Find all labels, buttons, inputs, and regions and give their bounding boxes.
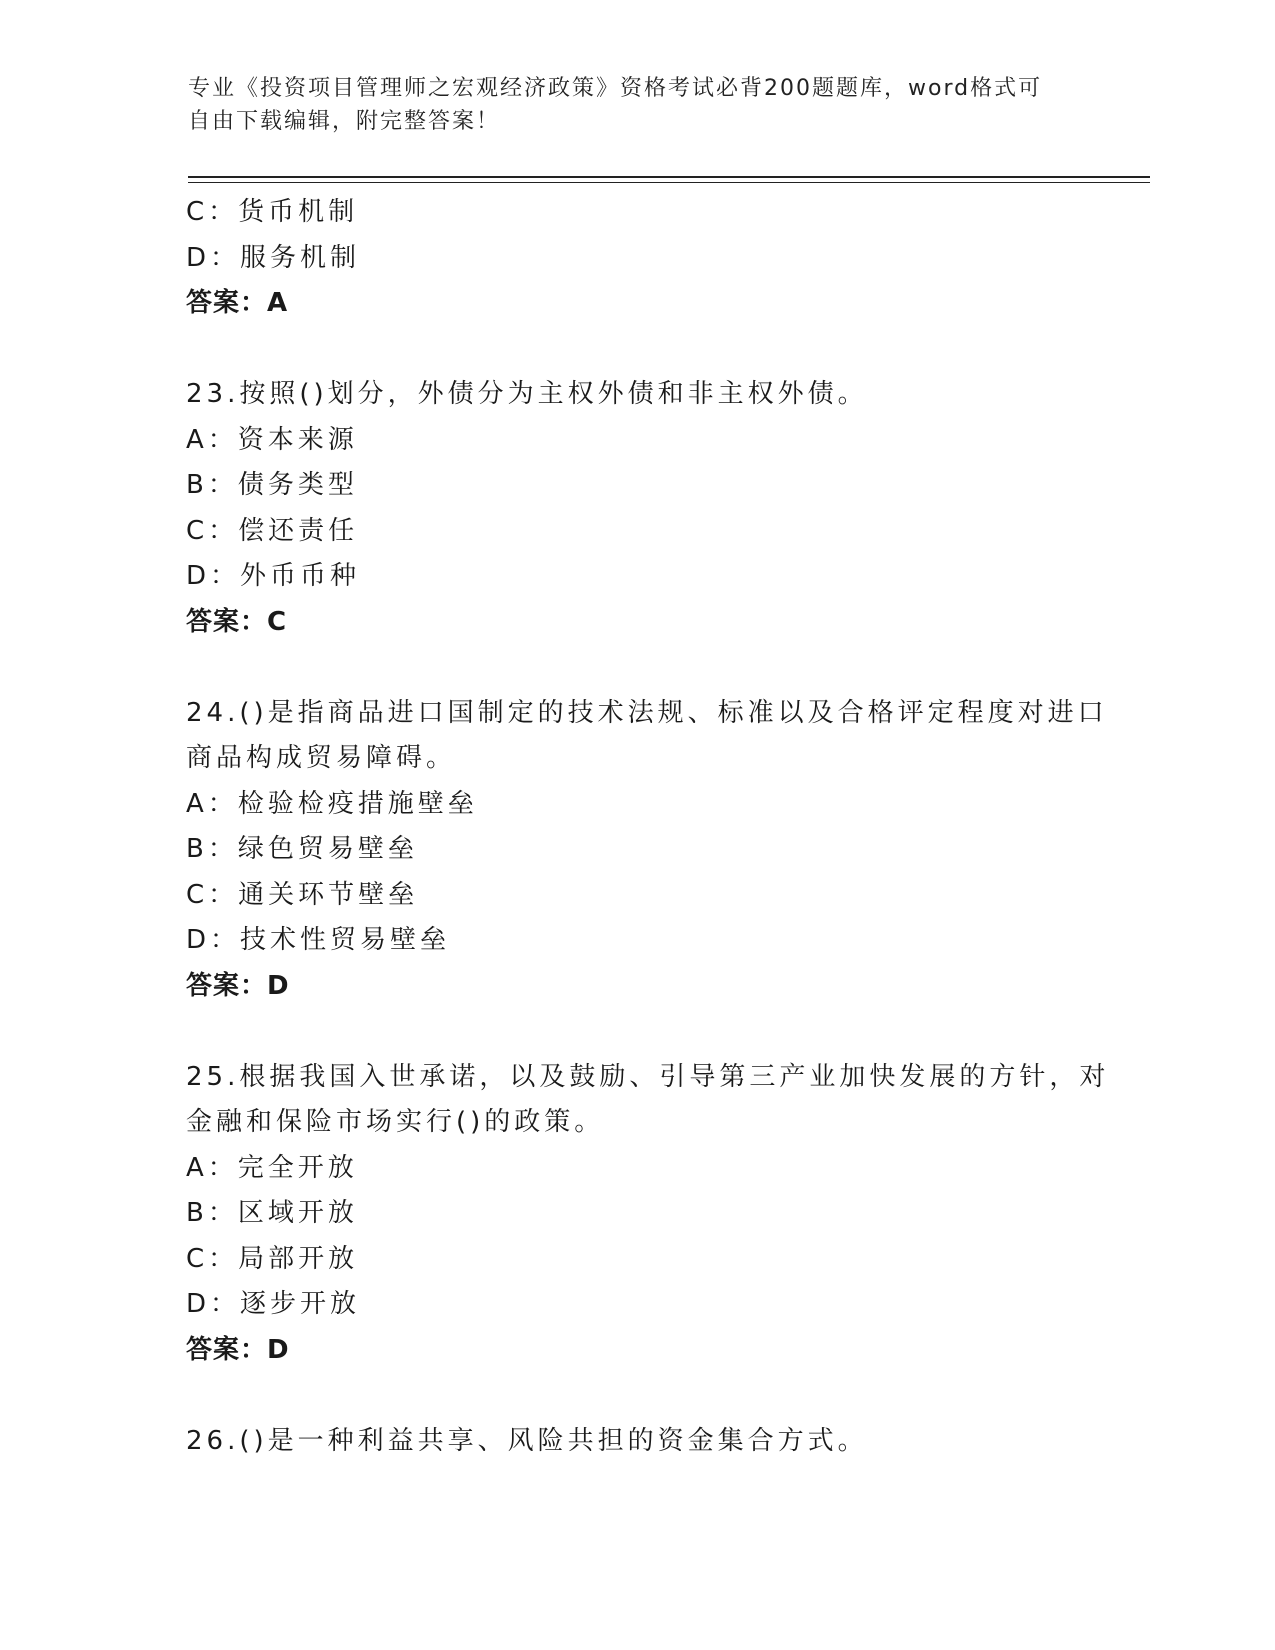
option-b: B：绿色贸易壁垒	[186, 834, 418, 864]
spacer	[186, 327, 1086, 373]
document-header	[188, 72, 1068, 138]
option-d: D：技术性贸易壁垒	[186, 925, 451, 955]
question-24	[186, 691, 1108, 1010]
header-divider-thin	[188, 182, 1150, 183]
question-22-continuation	[186, 190, 1086, 327]
question-26	[186, 1419, 1086, 1465]
header-title-line-2: 自由下载编辑，附完整答案！	[188, 109, 501, 134]
question-text-line-1: 25.根据我国入世承诺，以及鼓励、引导第三产业加快发展的方针，对	[186, 1061, 1110, 1092]
option-b: B：区域开放	[186, 1198, 358, 1228]
answer-line: 答案：C	[186, 606, 288, 637]
option-c: C：局部开放	[186, 1243, 359, 1274]
answer-line: 答案：D	[186, 1334, 290, 1365]
header-divider-thick	[188, 176, 1150, 178]
option-a: A：完全开放	[186, 1152, 358, 1183]
option-c: C：通关环节壁垒	[186, 879, 419, 910]
answer-line: 答案：D	[186, 970, 290, 1001]
option-a: A：检验检疫措施壁垒	[186, 788, 478, 819]
question-text: 23.按照()划分，外债分为主权外债和非主权外债。	[186, 379, 868, 409]
question-text-line-2: 商品构成贸易障碍。	[186, 743, 457, 773]
question-23	[186, 372, 1086, 645]
question-text: 26.()是一种利益共享、风险共担的资金集合方式。	[186, 1425, 868, 1456]
question-list	[186, 190, 1110, 1464]
answer-line: 答案：A	[186, 288, 289, 318]
spacer	[186, 1373, 1086, 1419]
question-text-line-2: 金融和保险市场实行()的政策。	[186, 1107, 605, 1137]
spacer	[186, 645, 1086, 691]
option-d: D：服务机制	[186, 242, 361, 273]
option-d: D：逐步开放	[186, 1289, 361, 1319]
option-a: A：资本来源	[186, 424, 358, 455]
header-title-line-1: 专业《投资项目管理师之宏观经济政策》资格考试必背200题题库，word格式可	[188, 76, 1043, 101]
question-text-line-1: 24.()是指商品进口国制定的技术法规、标准以及合格评定程度对进口	[186, 697, 1108, 728]
option-d: D：外币币种	[186, 561, 361, 591]
option-b: B：债务类型	[186, 470, 358, 500]
option-c: C：货币机制	[186, 197, 359, 227]
option-c: C：偿还责任	[186, 515, 359, 546]
question-25	[186, 1055, 1110, 1374]
spacer	[186, 1009, 1086, 1055]
